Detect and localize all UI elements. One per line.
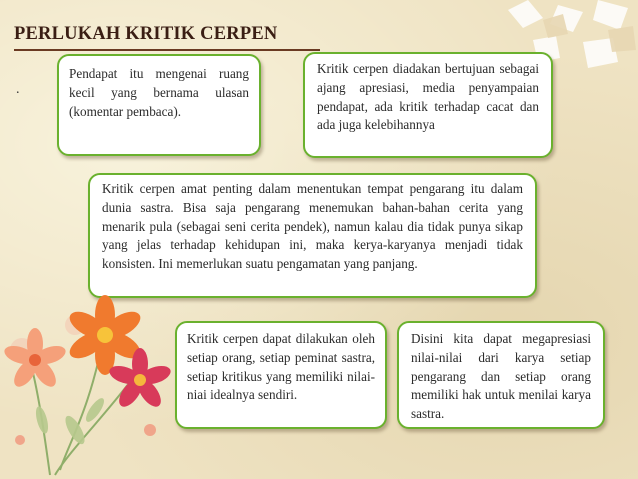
text-box-siapa: Kritik cerpen dapat dilakukan oleh setiap orang, setiap peminat sastra, setiap kritikus yang memiliki nilai-niai idealnya sendiri. [175, 321, 387, 429]
title-underline [14, 49, 320, 51]
text-box-ulasan: Pendapat itu mengenai ruang kecil yang bernama ulasan (komentar pembaca). [57, 54, 261, 156]
text-box-penting: Kritik cerpen amat penting dalam menentukan tempat pengarang itu dalam dunia sastra. Bisa saja pengarang menemukan bahan-bahan cerita yang menarik pula (sebagai seni cerita pendek), namun kalau dia tidak punya sikap yang jelas terhadap kehidupan ini, maka kerya-karyanya menjadi tidak konsisten. Ini memerlukan suatu pengamatan yang panjang. [88, 173, 537, 298]
slide-title: PERLUKAH KRITIK CERPEN [14, 24, 278, 44]
text-box-tujuan: Kritik cerpen diadakan bertujuan sebagai ajang apresiasi, media penyampaian pendapat, ada kritik terhadap cacat dan ada juga kelebihannya [303, 52, 553, 158]
text-box-apresiasi: Disini kita dapat megapresiasi nilai-nilai dari karya setiap pengarang dan setiap orang memiliki hak untuk menilai karya sastra. [397, 321, 605, 429]
flower-decoration [0, 290, 190, 479]
bullet-dot: . [16, 82, 20, 97]
